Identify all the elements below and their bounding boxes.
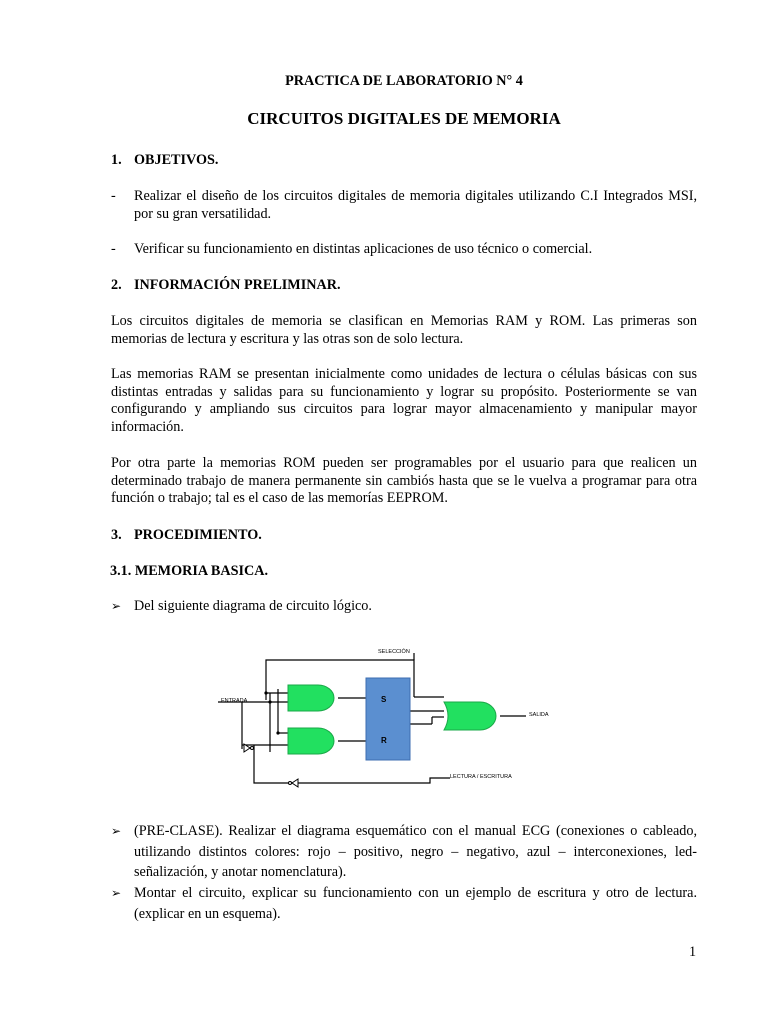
bullet-item [111, 596, 697, 617]
section-title: PROCEDIMIENTO. [134, 527, 262, 543]
arrowhead-bullet-icon: ➢ [111, 824, 122, 838]
bullet-item [111, 883, 697, 924]
feedback-inverter-icon [289, 779, 299, 787]
page-number: 1 [689, 944, 697, 960]
bullet-text: Montar el circuito, explicar su funcionamiento con un ejemplo de escritura y otro de lectura. (explicar en un esquema). [134, 885, 697, 922]
paragraph: Los circuitos digitales de memoria se clasifican en Memorias RAM y ROM. Las primeras son memorias de lectura y escritura y las otras son de solo lectura. [111, 313, 697, 347]
paragraph: Las memorias RAM se presentan inicialmente como unidades de lectura o células básicas con sus distintas entradas y salidas para su funcionamiento y lograr su propósito. Posteriormente se van configurando y ampliando sus circuitos para lograr mayor almacenamiento y manipular mayor información. [111, 366, 697, 435]
subsection-heading-memoria-basica: 3.1. MEMORIA BASICA. [110, 563, 269, 579]
label-s: S [381, 695, 387, 704]
circuit-svg [218, 645, 538, 790]
label-r: R [381, 736, 387, 745]
label-salida: SALIDA [529, 712, 549, 718]
section-heading-procedimiento [111, 527, 262, 544]
section-heading-informacion [111, 277, 341, 294]
output-gate [444, 702, 496, 730]
label-lectura-escritura: LECTURA / ESCRITURA [450, 774, 512, 780]
bullet-item [111, 821, 697, 883]
paragraph: Por otra parte la memorias ROM pueden ser programables por el usuario para que realicen un determinado trabajo de manera permanente sin cambiós hasta que se le vuelva a programar para otra función o trabajo; tal es el caso de las memorías EEPROM. [111, 455, 697, 506]
section-title: OBJETIVOS. [134, 152, 219, 168]
bullet-text: (PRE-CLASE). Realizar el diagrama esquemático con el manual ECG (conexiones o cableado, utilizando distintos colores: rojo – positivo, negro – negativo, azul – interconexiones, led- señalización, y anotar nomenclatura). [134, 823, 697, 880]
and-gate-bottom [288, 728, 334, 754]
lab-title: PRACTICA DE LABORATORIO N° 4 [285, 73, 523, 89]
dash-marker: - [111, 188, 116, 204]
dash-marker: - [111, 241, 116, 257]
logic-circuit-diagram [218, 645, 549, 790]
label-entrada: ENTRADA [221, 698, 248, 704]
arrowhead-bullet-icon: ➢ [111, 599, 122, 613]
main-title: CIRCUITOS DIGITALES DE MEMORIA [247, 109, 561, 128]
junction-dots [264, 691, 279, 734]
bullet-text: Del siguiente diagrama de circuito lógico. [134, 598, 372, 614]
section-heading-objetivos [111, 152, 218, 169]
section-title: INFORMACIÓN PRELIMINAR. [134, 277, 341, 293]
section-number: 1. [111, 152, 122, 168]
objective-item [111, 241, 697, 259]
section-number: 3. [111, 527, 122, 543]
objective-item [111, 188, 697, 223]
and-gate-top [288, 685, 334, 711]
sr-latch-block [366, 678, 410, 760]
label-seleccion: SELECCIÓN [378, 649, 410, 655]
objective-text: Verificar su funcionamiento en distintas aplicaciones de uso técnico o comercial. [134, 241, 593, 257]
objective-text: Realizar el diseño de los circuitos digitales de memoria digitales utilizando C.I Integrados MSI, por su gran versatilidad. [134, 188, 697, 222]
section-number: 2. [111, 277, 122, 293]
arrowhead-bullet-icon: ➢ [111, 886, 122, 900]
